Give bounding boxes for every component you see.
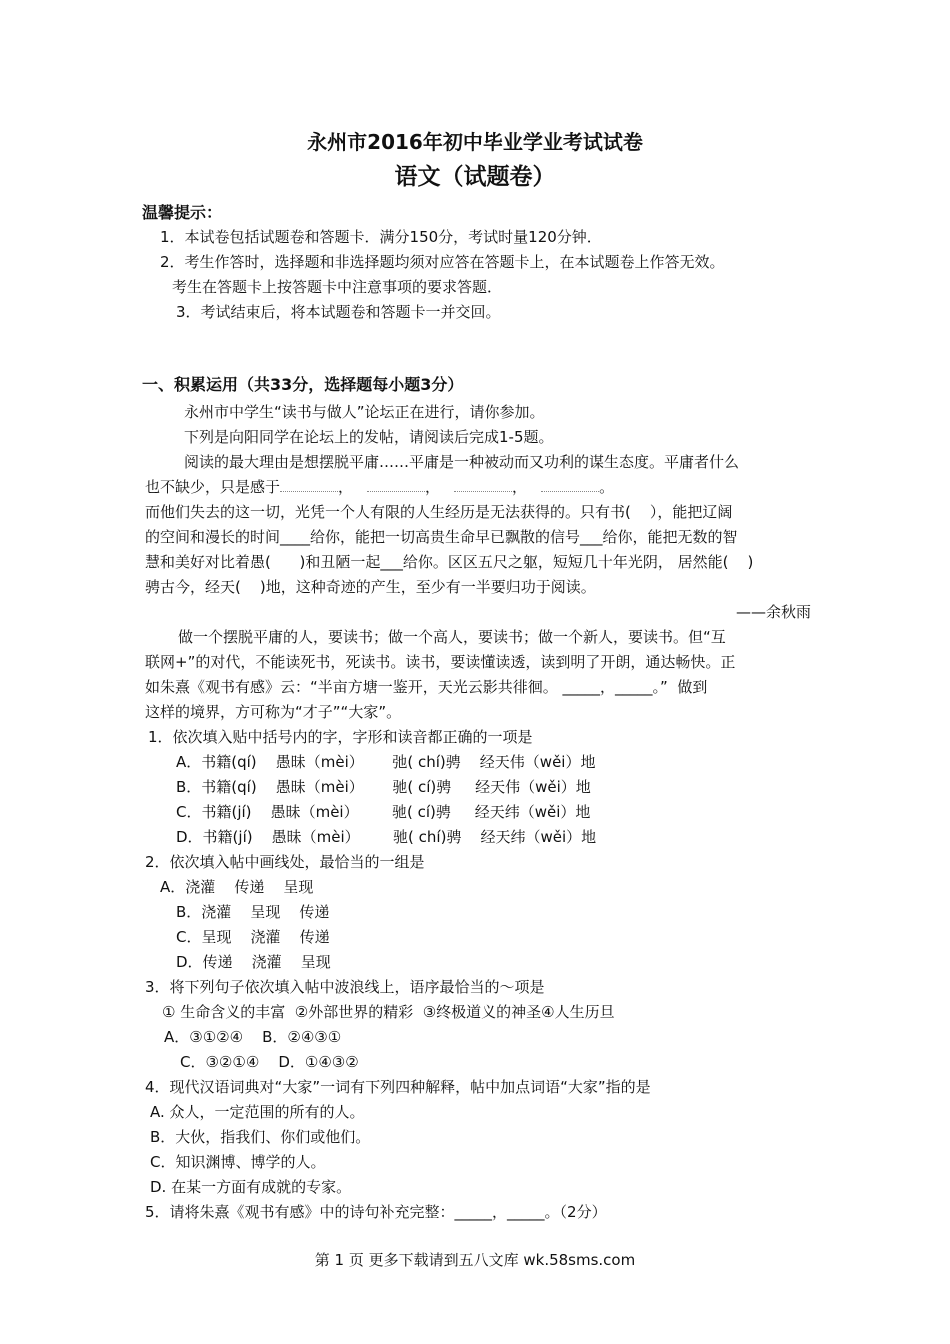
exam-title: 永州市2016年初中毕业学业考试试卷 (307, 130, 643, 154)
q4-option-d: D. 在某一方面有成就的专家。 (150, 1178, 352, 1196)
tips-heading: 温馨提示： (142, 203, 223, 222)
passage-line-4: 的空间和漫长的时间____给你，能把一切高贵生命早已飘散的信号___给你，能把无数的智 (145, 528, 738, 546)
passage-line-3: 而他们失去的这一切，光凭一个人有限的人生经历是无法获得的。只有书( ），能把辽阔 (145, 503, 733, 521)
q1-option-d: D．书籍(jí) 愚昧（mèi） 驰( chí)骋 经天纬（wěi）地 (176, 828, 597, 846)
q2-stem: 2．依次填入帖中画线处，最恰当的一组是 (145, 853, 425, 871)
passage-line-7: 做一个摆脱平庸的人，要读书；做一个高人，要读书；做一个新人，要读书。但“互 (178, 628, 726, 646)
passage-line-5: 慧和美好对比着愚( )和丑陋一起___给你。区区五尺之躯，短短几十年光阴， 居然能( ) (145, 553, 754, 571)
q3-stem: 3．将下列句子依次填入帖中波浪线上，语序最恰当的～项是 (145, 978, 545, 996)
period-1: 。 (599, 478, 615, 496)
q1-stem: 1．依次填入贴中括号内的字，字形和读音都正确的一项是 (148, 728, 533, 746)
passage-line-6: 骋古今，经天( )地，这种奇迹的产生，至少有一半要归功于阅读。 (145, 578, 596, 596)
q3-items: ① 生命含义的丰富 ②外部世界的精彩 ③终极道义的神圣④人生历旦 (162, 1003, 615, 1021)
wavy-blank-2 (367, 491, 425, 492)
q1-option-c: C．书籍(jí) 愚昧（mèi） 驰( cí)骋 经天纬（wěi）地 (176, 803, 591, 821)
tips-line-1: 1．本试卷包括试题卷和答题卡．满分150分，考试时量120分钟． (160, 228, 602, 246)
q1-option-a: A．书籍(qí) 愚昧（mèi） 弛( chí)骋 经天伟（wěi）地 (176, 753, 596, 771)
q3-options-ab: A．③①②④ B．②④③① (164, 1028, 342, 1046)
comma-3: ， (512, 478, 528, 496)
comma-1: ， (338, 478, 354, 496)
tips-line-4: 3．考试结束后，将本试题卷和答题卡一并交回。 (176, 303, 501, 321)
tips-line-2: 2．考生作答时，选择题和非选择题均须对应答在答题卡上，在本试题卷上作答无效。 (160, 253, 725, 271)
q2-option-d: D．传递 浇灌 呈现 (176, 953, 331, 971)
section1-heading: 一、积累运用（共33分，选择题每小题3分） (142, 375, 464, 394)
passage-line-10: 这样的境界，方可称为“才子”“大家”。 (145, 703, 402, 721)
q4-option-c: C．知识渊博、博学的人。 (150, 1153, 326, 1171)
q3-options-cd: C．③②①④ D．①④③② (180, 1053, 359, 1071)
q4-option-a: A. 众人，一定范围的所有的人。 (150, 1103, 365, 1121)
q4-stem: 4．现代汉语词典对“大家”一词有下列四种解释，帖中加点词语“大家”指的是 (145, 1078, 651, 1096)
section1-intro-2: 下列是向阳同学在论坛上的发帖，请阅读后完成1-5题。 (184, 428, 554, 446)
q2-option-c: C．呈现 浇灌 传递 (176, 928, 330, 946)
exam-subtitle: 语文（试题卷） (394, 164, 556, 190)
tips-line-3: 考生在答题卡上按答题卡中注意事项的要求答题． (172, 278, 503, 296)
q1-option-b: B．书籍(qí) 愚昧（mèi） 驰( cí)骋 经天伟（wěi）地 (176, 778, 591, 796)
comma-2: ， (425, 478, 441, 496)
passage-line-2-start: 也不缺少，只是感于 (145, 478, 281, 496)
passage-author: ——余秋雨 (736, 603, 812, 621)
wavy-blank-3 (454, 491, 512, 492)
passage-line-8: 联网+”的对代，不能读死书，死读书。读书，要读懂读透，读到明了开朗，通达畅快。正 (145, 653, 736, 671)
passage-line-2 (145, 477, 614, 497)
passage-line-9: 如朱熹《观书有感》云：“半亩方塘一鉴开，天光云影共徘徊。 _____，_____。” 做到 (145, 678, 708, 696)
q5-stem: 5．请将朱熹《观书有感》中的诗句补充完整：_____，_____。（2分） (145, 1203, 607, 1221)
wavy-blank-4 (541, 491, 599, 492)
q2-option-a: A．浇灌 传递 呈现 (160, 878, 314, 896)
section1-intro-1: 永州市中学生“读书与做人”论坛正在进行，请你参加。 (184, 403, 545, 421)
q4-option-b: B．大伙，指我们、你们或他们。 (150, 1128, 371, 1146)
page-footer: 第 1 页 更多下载请到五八文库 wk.58sms.com (314, 1251, 636, 1269)
passage-line-1: 阅读的最大理由是想摆脱平庸……平庸是一种被动而又功利的谋生态度。平庸者什么 (184, 453, 740, 471)
q2-option-b: B．浇灌 呈现 传递 (176, 903, 330, 921)
wavy-blank-1 (280, 491, 338, 492)
